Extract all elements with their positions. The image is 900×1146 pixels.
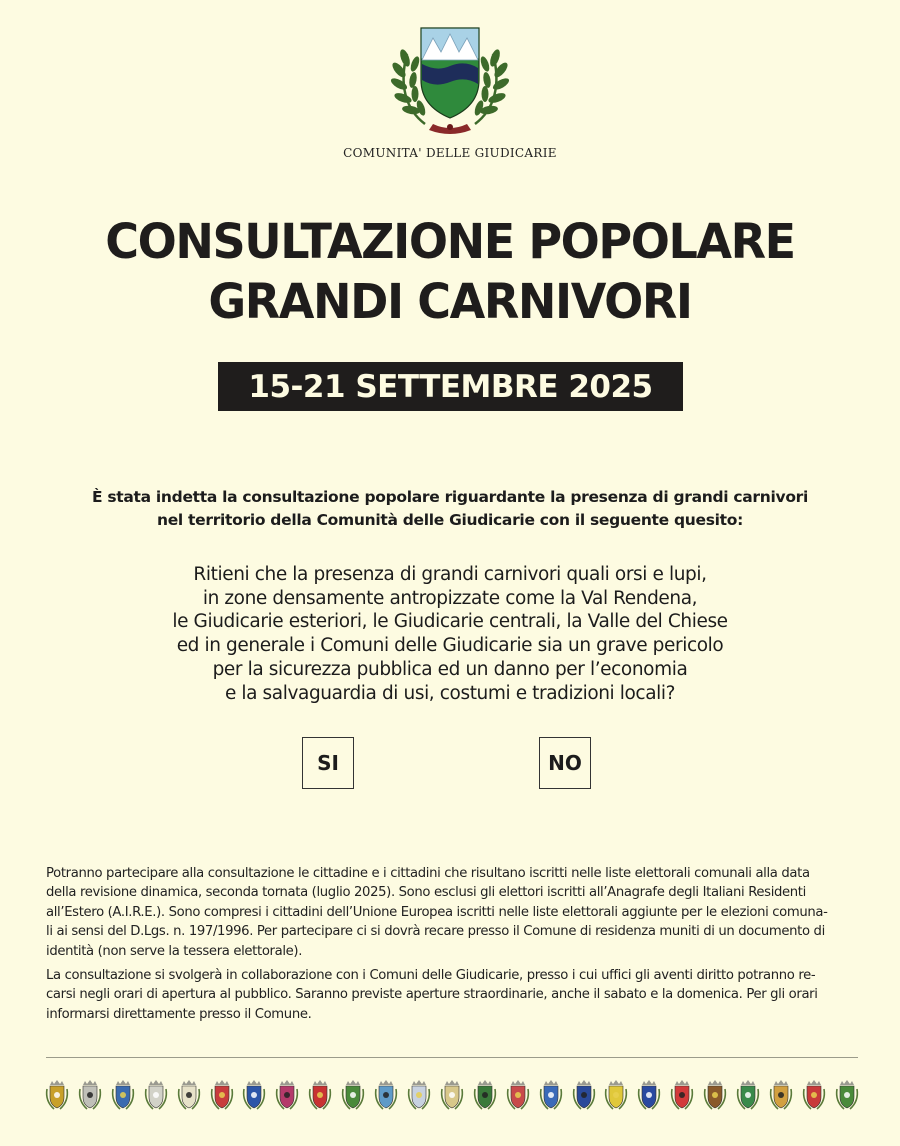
crest-14-icon [472, 1079, 498, 1111]
paragraph-line: Potranno partecipare alla consultazione le cittadine e i cittadini che risultano iscritti nelle liste elettorali comunali alla data [46, 866, 810, 881]
vote-option-si: SI [302, 737, 354, 789]
crest-5-icon [176, 1079, 202, 1111]
crest-18-icon [603, 1079, 629, 1111]
crest-15-icon [505, 1079, 531, 1111]
crest-9-icon [307, 1079, 333, 1111]
crest-13-icon [439, 1079, 465, 1111]
question-line: e la salvaguardia di usi, costumi e tradizioni locali? [224, 682, 676, 704]
crest-2-icon [77, 1079, 103, 1111]
question-line: ed in generale i Comuni delle Giudicarie sia un grave pericolo [176, 635, 724, 657]
intro-line-1: È stata indetta la consultazione popolare riguardante la presenza di grandi carnivori [91, 488, 809, 506]
crest-20-icon [669, 1079, 695, 1111]
header-crest [0, 24, 900, 136]
page-title [0, 212, 900, 332]
crest-10-icon [340, 1079, 366, 1111]
crest-21-icon [702, 1079, 728, 1111]
paragraph-line: della revisione dinamica, seconda tornata (luglio 2025). Sono esclusi gli elettori iscritti all’Anagrafe degli Italiani Residenti [46, 885, 806, 901]
procedure-paragraph [46, 966, 862, 1024]
crest-17-icon [571, 1079, 597, 1111]
crest-19-icon [636, 1079, 662, 1111]
vote-option-no: NO [539, 737, 591, 789]
paragraph-line: La consultazione si svolgerà in collaborazione con i Comuni delle Giudicarie, presso i cui uffici gli aventi diritto potranno re- [46, 968, 816, 983]
crest-11-icon [373, 1079, 399, 1111]
intro-text [0, 486, 900, 532]
question-line: le Giudicarie esteriori, le Giudicarie centrali, la Valle del Chiese [172, 611, 728, 633]
crest-24-icon [801, 1079, 827, 1111]
paragraph-line: identità (non serve la tessera elettorale). [46, 943, 303, 959]
crest-7-icon [241, 1079, 267, 1111]
crest-4-icon [143, 1079, 169, 1111]
paragraph-line: carsi negli orari di apertura al pubblico. Saranno previste aperture straordinarie, anche il sabato e la domenica. Per gli orari [46, 987, 818, 1003]
date-banner: 15-21 SETTEMBRE 2025 [218, 362, 683, 411]
title-line-2: GRANDI CARNIVORI [208, 274, 692, 330]
referendum-question [0, 563, 900, 705]
crest-16-icon [538, 1079, 564, 1111]
title-line-1: CONSULTAZIONE POPOLARE [105, 214, 795, 270]
crest-6-icon [209, 1079, 235, 1111]
crest-3-icon [110, 1079, 136, 1111]
paragraph-line: informarsi direttamente presso il Comune. [46, 1006, 312, 1022]
crest-23-icon [768, 1079, 794, 1111]
paragraph-line: all’Estero (A.I.R.E.). Sono compresi i cittadini dell’Unione Europea iscritti nelle liste elettorali aggiunte per le elezioni comuna- [46, 904, 828, 920]
question-line: Ritieni che la presenza di grandi carnivori quali orsi e lupi, [193, 564, 707, 585]
municipal-crests-row [44, 1078, 860, 1112]
paragraph-line: li ai sensi del D.Lgs. n. 197/1996. Per partecipare ci si dovrà recare presso il Comune di residenza muniti di un documento di [46, 924, 825, 940]
crest-25-icon [834, 1079, 860, 1111]
crest-22-icon [735, 1079, 761, 1111]
intro-line-2: nel territorio della Comunità delle Giudicarie con il seguente quesito: [156, 511, 744, 529]
crest-12-icon [406, 1079, 432, 1111]
eligibility-paragraph [46, 864, 862, 961]
crest-8-icon [274, 1079, 300, 1111]
crest-1-icon [44, 1079, 70, 1111]
question-line: in zone densamente antropizzate come la Val Rendena, [202, 587, 698, 609]
org-name: COMUNITA' DELLE GIUDICARIE [343, 146, 557, 160]
question-line: per la sicurezza pubblica ed un danno per l’economia [212, 658, 688, 680]
divider [46, 1057, 858, 1058]
comunita-crest-icon [385, 24, 515, 136]
